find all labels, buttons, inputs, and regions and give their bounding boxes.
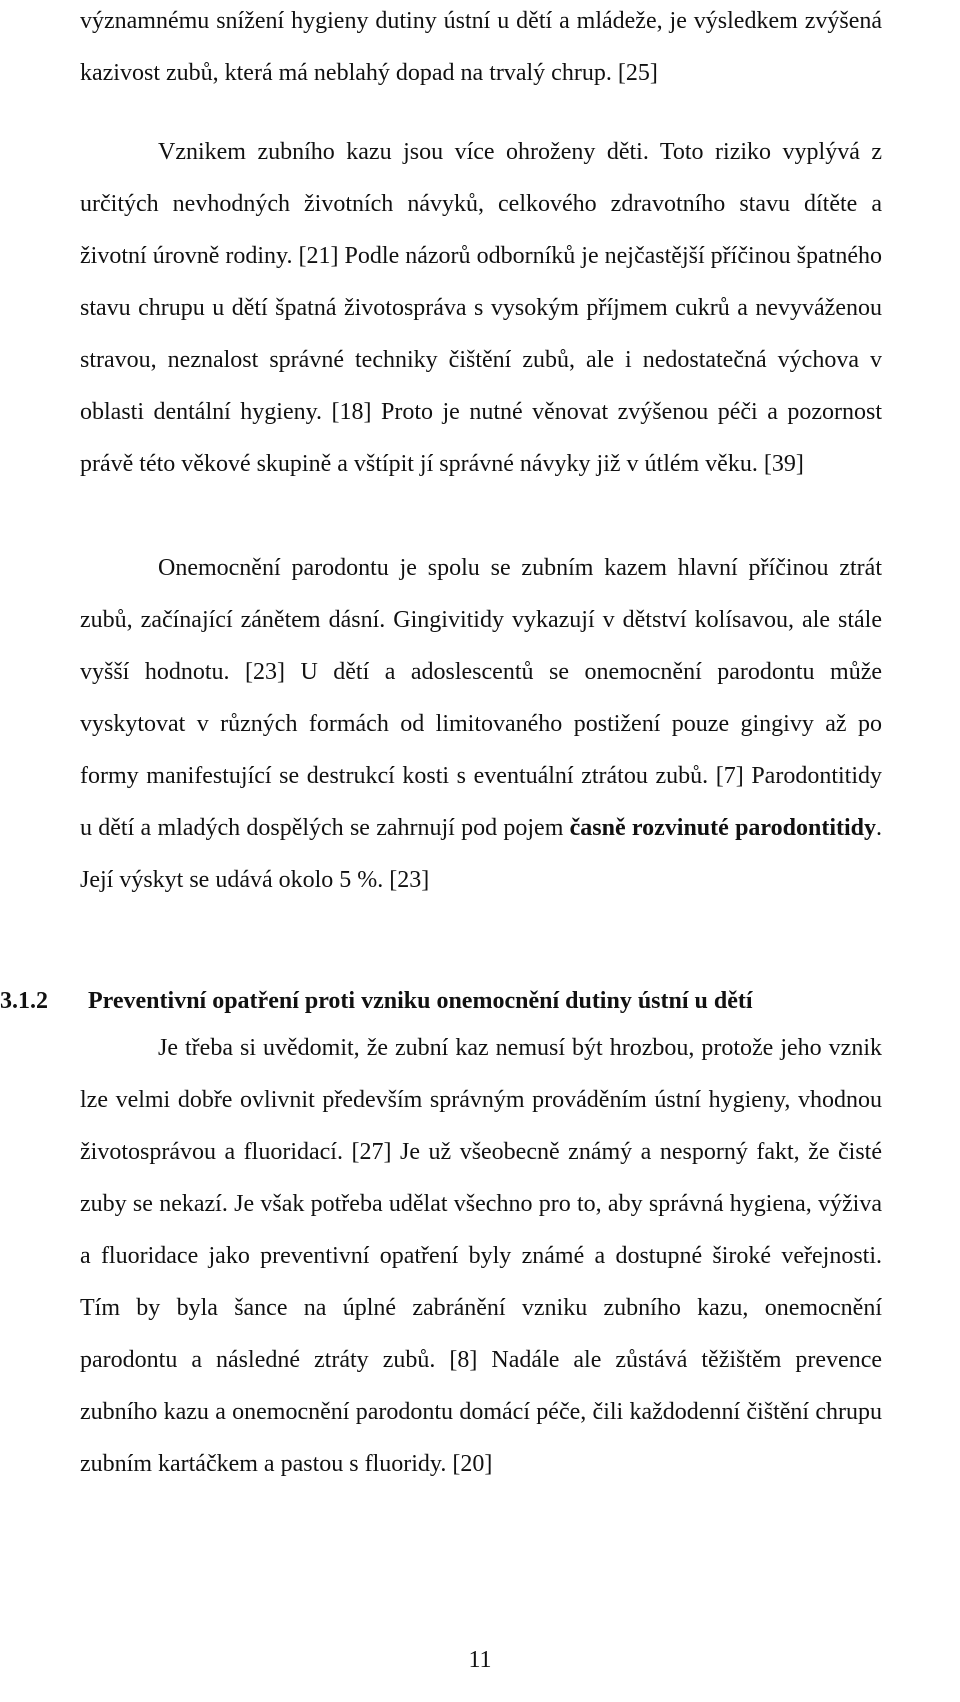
paragraph-caries-risk: Vznikem zubního kazu jsou více ohroženy děti. Toto riziko vyplývá z určitých nevhodných životních návyků, celkového zdravotního stavu dítěte a životní úrovně rodiny. [21] Podle názorů odborníků je nejčastější příčinou špatného stavu chrupu u dětí špatná životospráva s vysokým příjmem cukrů a nevyváženou stravou, neznalost správné techniky čištění zubů, ale i nedostatečná výchova v oblasti dentální hygieny. [18] Proto je nutné věnovat zvýšenou péči a pozornost právě této věkové skupině a vštípit jí správné návyky již v útlém věku. [39] [80, 139, 882, 477]
paragraph-hygiene-decline: významnému snížení hygieny dutiny ústní u dětí a mládeže, je výsledkem zvýšená kazivost zubů, která má neblahý dopad na trvalý chrup. [25] [80, 8, 882, 86]
section-heading [0, 976, 900, 1026]
page-number: 11 [468, 1647, 492, 1673]
periodontal-term-bold: časně rozvinuté parodontitidy [569, 815, 876, 841]
periodontal-text-end: . Její výskyt se udává okolo 5 %. [23] [80, 815, 882, 893]
section-title: Preventivní opatření proti vzniku onemocnění dutiny ústní u dětí [88, 988, 753, 1014]
section-number: 3.1.2 [0, 988, 48, 1014]
paragraph-prevention: Je třeba si uvědomit, že zubní kaz nemusí být hrozbou, protože jeho vznik lze velmi dobře ovlivnit především správným prováděním ústní hygieny, vhodnou životosprávou a fluoridací. [27] Je už všeobecně známý a nesporný fakt, že čisté zuby se nekazí. Je však potřeba udělat všechno pro to, aby správná hygiena, výživa a fluoridace jako preventivní opatření byly známé a dostupné široké veřejnosti. Tím by byla šance na úplné zabránění vzniku zubního kazu, onemocnění parodontu a následné ztráty zubů. [8] Nadále ale zůstává těžištěm prevence zubního kazu a onemocnění parodontu domácí péče, čili každodenní čištění chrupu zubním kartáčkem a pastou s fluoridy. [20] [80, 1035, 882, 1477]
paragraph-periodontal-disease [80, 542, 882, 906]
periodontal-text: Onemocnění parodontu je spolu se zubním kazem hlavní příčinou ztrát zubů, začínající zánětem dásní. Gingivitidy vykazují v dětství kolísavou, ale stále vyšší hodnotu. [23] U dětí a adoslescentů se onemocnění parodontu může vyskytovat v různých formách od limitovaného postižení pouze gingivy až po formy manifestující se destrukcí kosti s eventuální ztrátou zubů. [7] Parodontitidy u dětí a mladých dospělých se zahrnují pod pojem [80, 555, 882, 841]
